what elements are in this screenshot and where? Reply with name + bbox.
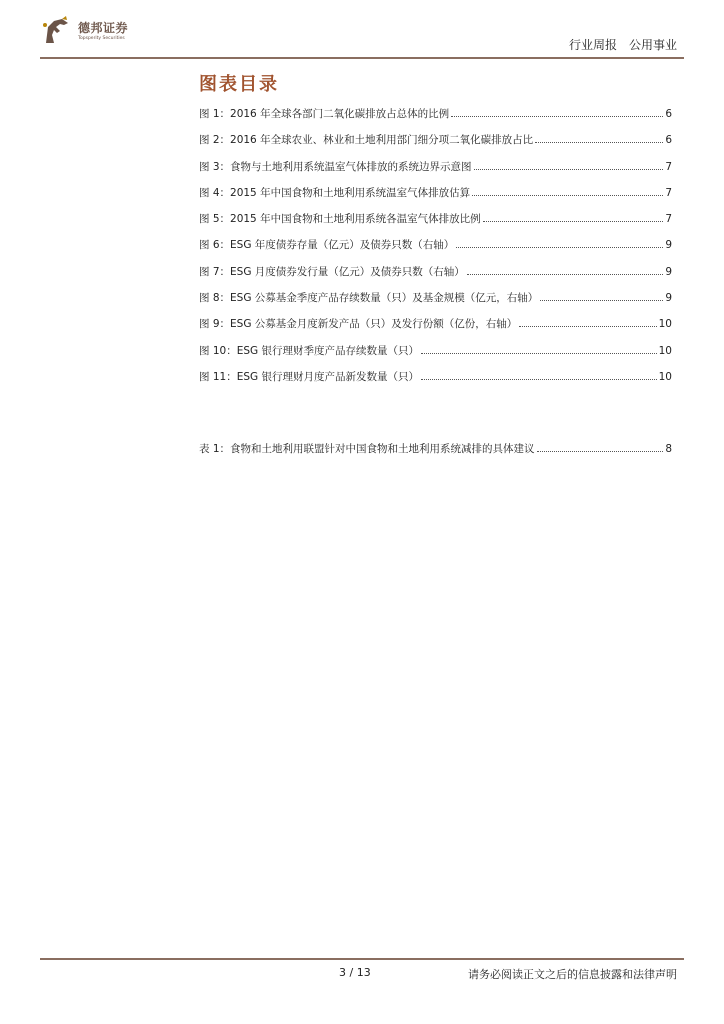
toc-entry-page: 9: [665, 265, 672, 278]
toc-entry-page: 9: [665, 239, 672, 252]
toc-entry-label: 图 7：ESG 月度债券发行量（亿元）及债券只数（右轴）: [199, 265, 465, 278]
toc-entry-figure-9[interactable]: [199, 316, 672, 342]
dot-leader: [451, 116, 663, 117]
report-section-label: 行业周报 公用事业: [568, 38, 677, 52]
dot-leader: [535, 142, 663, 143]
page-title: 图表目录: [199, 74, 279, 95]
dot-leader: [474, 169, 664, 170]
toc-entry-label: 图 5：2015 年中国食物和土地利用系统各温室气体排放比例: [199, 213, 481, 226]
toc-entry-label: 图 2：2016 年全球农业、林业和土地利用部门细分项二氧化碳排放占比: [199, 134, 534, 147]
toc-entry-page: 9: [665, 292, 672, 305]
dot-leader: [540, 300, 663, 301]
footer-divider: [40, 958, 684, 960]
dot-leader: [421, 379, 657, 380]
table-list: [199, 441, 672, 467]
toc-entry-label: 图 10：ESG 银行理财季度产品存续数量（只）: [199, 344, 419, 357]
dot-leader: [456, 247, 663, 248]
dot-leader: [472, 195, 663, 196]
toc-entry-figure-3[interactable]: [199, 159, 672, 185]
toc-entry-page: 10: [658, 318, 672, 331]
toc-entry-label: 表 1：食物和土地利用联盟针对中国食物和土地利用系统减排的具体建议: [199, 443, 535, 455]
toc-entry-page: 10: [658, 344, 672, 357]
toc-entry-label: 图 4：2015 年中国食物和土地利用系统温室气体排放估算: [199, 186, 471, 199]
toc-entry-figure-6[interactable]: [199, 237, 672, 263]
toc-entry-figure-7[interactable]: [199, 264, 672, 290]
toc-entry-label: 图 3：食物与土地利用系统温室气体排放的系统边界示意图: [199, 160, 472, 173]
toc-entry-page: 7: [665, 213, 672, 226]
logo-chinese-name: 德邦证券: [78, 21, 129, 35]
toc-entry-figure-4[interactable]: [199, 185, 672, 211]
dot-leader: [519, 326, 656, 327]
figure-list: [199, 106, 672, 395]
toc-entry-figure-1[interactable]: [199, 106, 672, 132]
deer-logo-icon: [40, 15, 74, 49]
toc-entry-label: 图 6：ESG 年度债券存量（亿元）及债券只数（右轴）: [199, 239, 455, 252]
toc-entry-label: 图 1：2016 年全球各部门二氧化碳排放占总体的比例: [199, 108, 450, 120]
dot-leader: [537, 451, 664, 452]
dot-leader: [421, 353, 657, 354]
header-divider: [40, 57, 684, 59]
toc-entry-page: 6: [665, 108, 672, 120]
toc-entry-page: 10: [658, 370, 672, 383]
company-logo: [40, 15, 150, 49]
disclaimer-notice: 请务必阅读正文之后的信息披露和法律声明: [468, 968, 677, 981]
toc-entry-page: 7: [665, 186, 672, 199]
page-number: 3 / 13: [339, 966, 371, 979]
logo-english-name: Topsperity Securities: [78, 36, 125, 41]
dot-leader: [483, 221, 664, 222]
toc-entry-page: 7: [665, 160, 672, 173]
toc-entry-label: 图 11：ESG 银行理财月度产品新发数量（只）: [199, 370, 419, 383]
toc-entry-figure-2[interactable]: [199, 132, 672, 158]
toc-entry-label: 图 9：ESG 公募基金月度新发产品（只）及发行份额（亿份，右轴）: [199, 318, 518, 331]
toc-entry-page: 8: [665, 443, 672, 455]
toc-entry-figure-10[interactable]: [199, 343, 672, 369]
toc-entry-label: 图 8：ESG 公募基金季度产品存续数量（只）及基金规模（亿元，右轴）: [199, 292, 539, 305]
toc-entry-page: 6: [665, 134, 672, 147]
toc-entry-figure-5[interactable]: [199, 211, 672, 237]
dot-leader: [467, 274, 664, 275]
toc-entry-table-1[interactable]: [199, 441, 672, 467]
toc-entry-figure-8[interactable]: [199, 290, 672, 316]
toc-entry-figure-11[interactable]: [199, 369, 672, 395]
